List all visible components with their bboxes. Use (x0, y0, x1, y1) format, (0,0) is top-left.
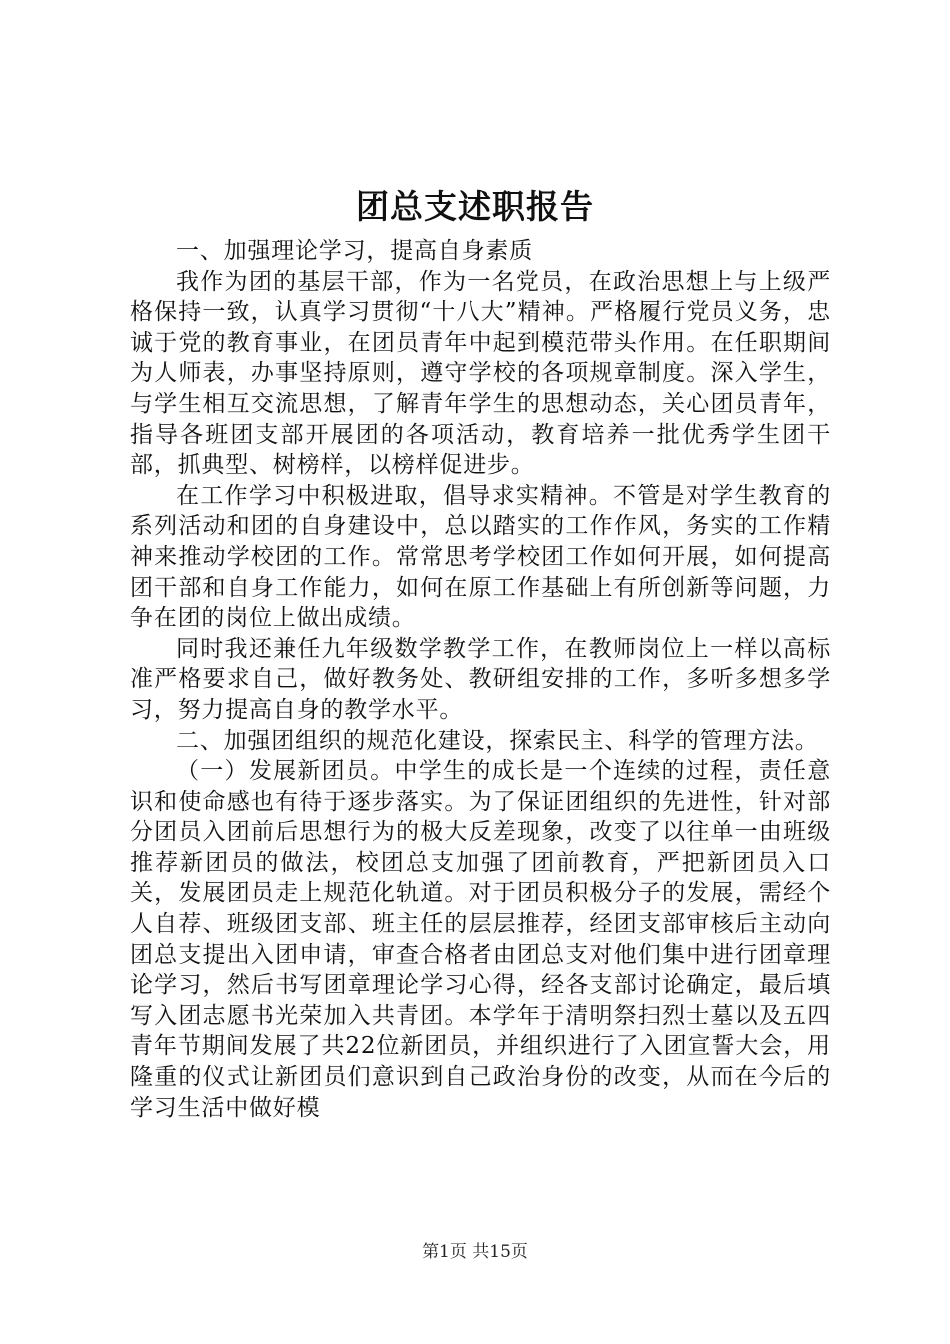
page-footer: 第1页 共15页 (422, 1242, 528, 1262)
section-heading-2: 二、加强团组织的规范化建设，探索民主、科学的管理方法。 (176, 727, 819, 754)
document-body (130, 236, 831, 1123)
paragraph-2: 在工作学习中积极进取，倡导求实精神。不管是对学生教育的系列活动和团的自身建设中，总以踏实的工作作风，务实的工作精神来推动学校团的工作。常常思考学校团工作如何开展，如何提高团干部和自身工作能力，如何在原工作基础上有所创新等问题，力争在团的岗位上做出成绩。 (130, 482, 831, 632)
document-title: 团总支述职报告 (356, 187, 594, 226)
paragraph-4: （一）发展新团员。中学生的成长是一个连续的过程，责任意识和使命感也有待于逐步落实。为了保证团组织的先进性，针对部分团员入团前后思想行为的极大反差现象，改变了以往单一由班级推荐新团员的做法，校团总支加强了团前教育，严把新团员入口关，发展团员走上规范化轨道。对于团员积极分子的发展，需经个人自荐、班级团支部、班主任的层层推荐，经团支部审核后主动向团总支提出入团申请，审查合格者由团总支对他们集中进行团章理论学习，然后书写团章理论学习心得，经各支部讨论确定，最后填写入团志愿书光荣加入共青团。本学年于清明祭扫烈士墓以及五四青年节期间发展了共22位新团员，并组织进行了入团宣誓大会，用隆重的仪式让新团员们意识到自己政治身份的改变，从而在今后的学习生活中做好模 (130, 758, 831, 1121)
paragraph-1: 我作为团的基层干部，作为一名党员，在政治思想上与上级严格保持一致，认真学习贯彻“十八大”精神。严格履行党员义务，忠诚于党的教育事业，在团员青年中起到模范带头作用。在任职期间为人师表，办事坚持原则，遵守学校的各项规章制度。深入学生，与学生相互交流思想，了解青年学生的思想动态，关心团员青年，指导各班团支部开展团的各项活动，教育培养一批优秀学生团干部，抓典型、树榜样，以榜样促进步。 (130, 268, 831, 479)
section-heading-1: 一、加强理论学习，提高自身素质 (176, 238, 533, 264)
paragraph-3: 同时我还兼任九年级数学教学工作，在教师岗位上一样以高标准严格要求自己，做好教务处、教研组安排的工作，多听多想多学习，努力提高自身的教学水平。 (130, 635, 831, 723)
